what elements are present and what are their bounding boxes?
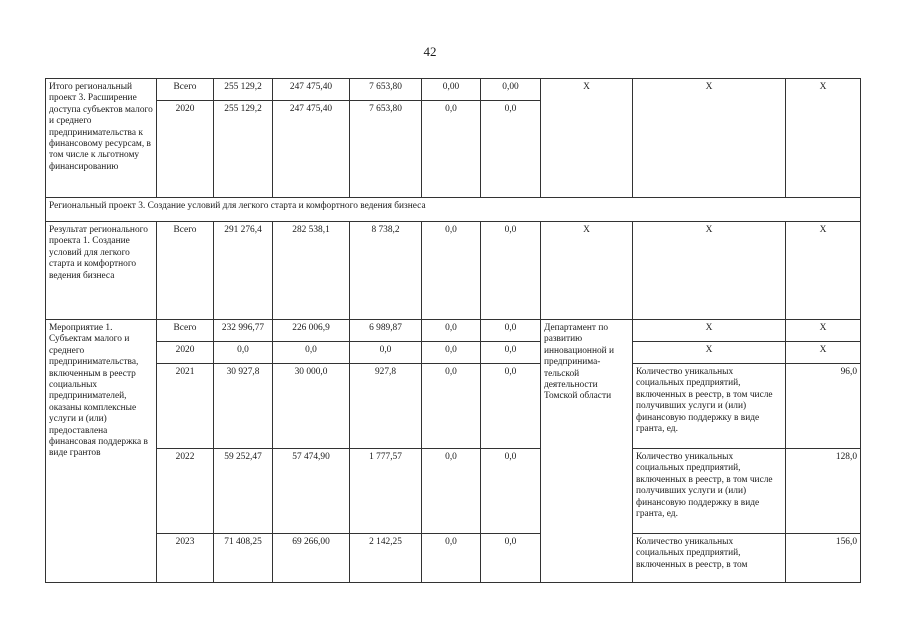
table-row bbox=[46, 364, 861, 449]
federal-cell: 226 006,9 bbox=[273, 320, 350, 342]
value-cell: 96,0 bbox=[786, 364, 861, 449]
year-cell: Всего bbox=[157, 222, 214, 320]
indicator-cell: Количество уникальных социальных предприятий, включенных в реестр, в том числе получивших услуги и (или) финансовую поддержку в виде гранта, ед. bbox=[633, 449, 786, 534]
local-cell: 0,0 bbox=[422, 534, 481, 583]
indicator-cell: Х bbox=[633, 320, 786, 342]
indicator-cell: Х bbox=[633, 79, 786, 198]
extra-cell: 0,0 bbox=[481, 364, 541, 449]
value-cell: 128,0 bbox=[786, 449, 861, 534]
value-cell: Х bbox=[786, 320, 861, 342]
total-cell: 71 408,25 bbox=[214, 534, 273, 583]
value-cell: 156,0 bbox=[786, 534, 861, 583]
regional-cell: 0,0 bbox=[350, 342, 422, 364]
regional-cell: 6 989,87 bbox=[350, 320, 422, 342]
federal-cell: 57 474,90 bbox=[273, 449, 350, 534]
extra-cell: 0,0 bbox=[481, 101, 541, 198]
executor-cell: Х bbox=[541, 222, 633, 320]
federal-cell: 282 538,1 bbox=[273, 222, 350, 320]
table-row bbox=[46, 342, 861, 364]
year-cell: 2020 bbox=[157, 101, 214, 198]
federal-cell: 69 266,00 bbox=[273, 534, 350, 583]
local-cell: 0,00 bbox=[422, 79, 481, 101]
federal-cell: 0,0 bbox=[273, 342, 350, 364]
total-cell: 255 129,2 bbox=[214, 79, 273, 101]
value-cell: Х bbox=[786, 79, 861, 198]
table-row bbox=[46, 449, 861, 534]
extra-cell: 0,0 bbox=[481, 449, 541, 534]
table-row bbox=[46, 222, 861, 320]
local-cell: 0,0 bbox=[422, 222, 481, 320]
local-cell: 0,0 bbox=[422, 364, 481, 449]
table-row bbox=[46, 198, 861, 222]
executor-cell: Департамент по развитию инновационной и предпринима-тельской деятельности Томской области bbox=[541, 320, 633, 583]
federal-cell: 247 475,40 bbox=[273, 79, 350, 101]
project-total-title: Итого региональный проект 3. Расширение доступа субъектов малого и среднего предпринимательства к финансовому ресурсам, в том числе к льготному финансированию bbox=[46, 79, 157, 198]
extra-cell: 0,0 bbox=[481, 342, 541, 364]
total-cell: 59 252,47 bbox=[214, 449, 273, 534]
local-cell: 0,0 bbox=[422, 342, 481, 364]
result-title: Результат регионального проекта 1. Создание условий для легкого старта и комфортного ведения бизнеса bbox=[46, 222, 157, 320]
indicator-cell: Х bbox=[633, 222, 786, 320]
year-cell: 2021 bbox=[157, 364, 214, 449]
value-cell: Х bbox=[786, 342, 861, 364]
value-cell: Х bbox=[786, 222, 861, 320]
table-row bbox=[46, 534, 861, 583]
page-number: 42 bbox=[423, 44, 437, 59]
regional-project-header: Региональный проект 3. Создание условий для легкого старта и комфортного ведения бизнеса bbox=[46, 198, 861, 222]
indicator-cell: Количество уникальных социальных предприятий, включенных в реестр, в том числе получивших услуги и (или) финансовую поддержку в виде гранта, ед. bbox=[633, 364, 786, 449]
indicator-cell: Х bbox=[633, 342, 786, 364]
federal-cell: 30 000,0 bbox=[273, 364, 350, 449]
total-cell: 291 276,4 bbox=[214, 222, 273, 320]
local-cell: 0,0 bbox=[422, 449, 481, 534]
federal-cell: 247 475,40 bbox=[273, 101, 350, 198]
year-cell: 2022 bbox=[157, 449, 214, 534]
regional-cell: 1 777,57 bbox=[350, 449, 422, 534]
regional-cell: 8 738,2 bbox=[350, 222, 422, 320]
executor-cell: Х bbox=[541, 79, 633, 198]
local-cell: 0,0 bbox=[422, 101, 481, 198]
indicator-cell: Количество уникальных социальных предприятий, включенных в реестр, в том bbox=[633, 534, 786, 583]
extra-cell: 0,0 bbox=[481, 320, 541, 342]
regional-cell: 2 142,25 bbox=[350, 534, 422, 583]
regional-cell: 7 653,80 bbox=[350, 79, 422, 101]
regional-cell: 927,8 bbox=[350, 364, 422, 449]
table-row bbox=[46, 79, 861, 101]
year-cell: 2023 bbox=[157, 534, 214, 583]
activity-title: Мероприятие 1. Субъектам малого и среднего предпринимательства, включенным в реестр социальных предпринимателей, оказаны комплексные услуги и (или) предоставлена финансовая поддержка в виде грантов bbox=[46, 320, 157, 583]
budget-table bbox=[45, 78, 861, 583]
regional-cell: 7 653,80 bbox=[350, 101, 422, 198]
total-cell: 0,0 bbox=[214, 342, 273, 364]
extra-cell: 0,0 bbox=[481, 534, 541, 583]
local-cell: 0,0 bbox=[422, 320, 481, 342]
year-cell: Всего bbox=[157, 79, 214, 101]
year-cell: 2020 bbox=[157, 342, 214, 364]
total-cell: 255 129,2 bbox=[214, 101, 273, 198]
total-cell: 30 927,8 bbox=[214, 364, 273, 449]
extra-cell: 0,0 bbox=[481, 222, 541, 320]
extra-cell: 0,00 bbox=[481, 79, 541, 101]
total-cell: 232 996,77 bbox=[214, 320, 273, 342]
table-row bbox=[46, 320, 861, 342]
year-cell: Всего bbox=[157, 320, 214, 342]
